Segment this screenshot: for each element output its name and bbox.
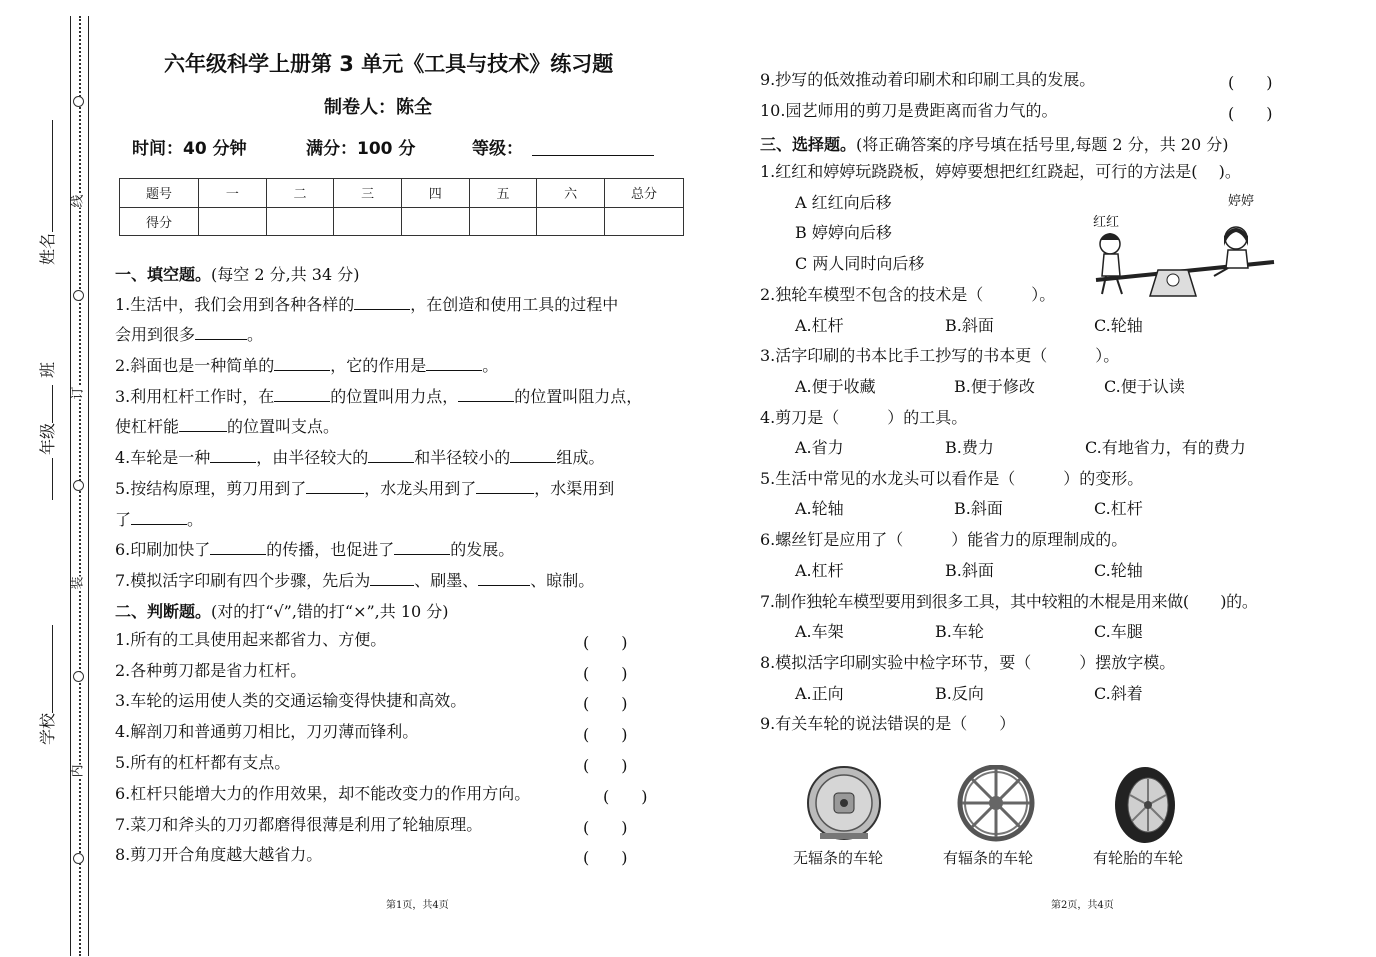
binding-char: 订 xyxy=(70,386,86,400)
choice-option[interactable]: B.便于修改 xyxy=(954,377,1035,396)
binding-hole xyxy=(73,290,84,301)
section-2-heading xyxy=(115,599,449,622)
choice-option[interactable]: C.便于认读 xyxy=(1104,377,1185,396)
grade-blank[interactable] xyxy=(532,155,654,156)
text: 6.印刷加快了 xyxy=(115,540,211,559)
text: ，在创造和使用工具的过程中 xyxy=(410,295,619,314)
choice-option[interactable]: A.轮轴 xyxy=(795,499,844,518)
choice-question: 5.生活中常见的水龙头可以看作是（ ）的变形。 xyxy=(760,469,1144,488)
score-cell[interactable] xyxy=(334,207,402,236)
table-cell: 总分 xyxy=(605,179,684,208)
choice-option[interactable]: B 婷婷向后移 xyxy=(795,223,892,242)
table-cell: 六 xyxy=(537,179,605,208)
section-title: 三、选择题。 xyxy=(760,135,857,154)
answer-paren[interactable]: ( ) xyxy=(583,818,628,837)
answer-blank[interactable] xyxy=(131,508,187,525)
text: 2.斜面也是一种简单的 xyxy=(115,356,275,375)
choice-option[interactable]: C.杠杆 xyxy=(1094,499,1143,518)
text: 、晾制。 xyxy=(530,571,595,590)
text: 组成。 xyxy=(556,448,605,467)
text: 的位置叫用力点， xyxy=(330,387,459,406)
seesaw-label-tingting: 婷婷 xyxy=(1228,194,1255,209)
fill-question xyxy=(115,323,263,345)
answer-blank[interactable] xyxy=(210,538,266,555)
text: 4.车轮是一种 xyxy=(115,448,211,467)
score-cell[interactable] xyxy=(401,207,469,236)
judge-question: 10.园艺师用的剪刀是费距离而省力气的。 xyxy=(760,101,1058,120)
binding-hole xyxy=(73,96,84,107)
score-cell[interactable] xyxy=(469,207,537,236)
binding-hole xyxy=(73,671,84,682)
seesaw-illustration xyxy=(1088,210,1276,300)
choice-option[interactable]: A.正向 xyxy=(795,684,844,703)
table-cell: 二 xyxy=(266,179,334,208)
binding-char: 线 xyxy=(70,194,86,208)
table-cell: 四 xyxy=(401,179,469,208)
table-cell: 题号 xyxy=(120,179,199,208)
judge-question: 4.解剖刀和普通剪刀相比，刀刃薄而锋利。 xyxy=(115,722,419,741)
answer-blank[interactable] xyxy=(458,385,514,402)
section-note: (对的打“√”,错的打“×”,共 10 分) xyxy=(211,602,449,621)
answer-blank[interactable] xyxy=(210,446,256,463)
choice-option[interactable]: C.斜着 xyxy=(1094,684,1143,703)
text: 使杠杆能 xyxy=(115,417,180,436)
answer-blank[interactable] xyxy=(476,477,534,494)
text: 的发展。 xyxy=(450,540,515,559)
answer-blank[interactable] xyxy=(195,323,247,340)
fill-question xyxy=(115,293,618,315)
answer-blank[interactable] xyxy=(306,477,364,494)
choice-option[interactable]: C.有地省力，有的费力 xyxy=(1085,438,1246,457)
fill-question xyxy=(115,569,594,591)
text: ，它的作用是 xyxy=(330,356,427,375)
text: 会用到很多 xyxy=(115,325,196,344)
text: ，水渠用到 xyxy=(534,479,615,498)
answer-blank[interactable] xyxy=(179,415,227,432)
answer-paren[interactable]: ( ) xyxy=(583,694,628,713)
judge-question: 1.所有的工具使用起来都省力、方便。 xyxy=(115,630,387,649)
seesaw-label-honghong: 红红 xyxy=(1093,215,1120,230)
choice-option[interactable]: C.轮轴 xyxy=(1094,316,1143,335)
text: 的位置叫阻力点， xyxy=(514,387,643,406)
text: 了 xyxy=(115,510,132,529)
page-footer: 第2页，共4页 xyxy=(1051,900,1114,911)
wheel-caption: 有辐条的车轮 xyxy=(943,849,1034,867)
choice-question: 2.独轮车模型不包含的技术是（ ）。 xyxy=(760,285,1056,304)
binding-char: 装 xyxy=(70,576,86,590)
score-table xyxy=(119,178,684,236)
choice-question: 7.制作独轮车模型要用到很多工具，其中较粗的木棍是用来做( )的。 xyxy=(760,592,1258,611)
school-label: 学校 xyxy=(38,712,57,745)
wheel-caption: 有轮胎的车轮 xyxy=(1093,849,1184,867)
section-title: 一、填空题。 xyxy=(115,265,212,284)
section-note: (每空 2 分,共 34 分) xyxy=(211,265,360,284)
section-3-heading xyxy=(760,132,1228,155)
spokeless-wheel-image[interactable] xyxy=(804,765,884,843)
choice-option[interactable]: C 两人同时向后移 xyxy=(795,254,925,273)
choice-question: 9.有关车轮的说法错误的是（ ） xyxy=(760,714,1016,733)
text: 7.模拟活字印刷有四个步骤，先后为 xyxy=(115,571,371,590)
text: 1.生活中，我们会用到各种各样的 xyxy=(115,295,355,314)
choice-option[interactable]: C.轮轴 xyxy=(1094,561,1143,580)
choice-option[interactable]: B.斜面 xyxy=(945,316,994,335)
answer-blank[interactable] xyxy=(510,446,556,463)
judge-question: 2.各种剪刀都是省力杠杆。 xyxy=(115,661,307,680)
score-table-score-row xyxy=(120,207,684,236)
answer-blank[interactable] xyxy=(354,293,410,310)
judge-question: 8.剪刀开合角度越大越省力。 xyxy=(115,845,323,864)
grade-field-line[interactable] xyxy=(52,458,53,500)
fill-question xyxy=(115,354,498,376)
class-label: 班 xyxy=(38,361,57,378)
text: ，水龙头用到了 xyxy=(364,479,477,498)
binding-char: 内 xyxy=(70,764,86,778)
binding-edge-left xyxy=(70,16,71,956)
fill-question xyxy=(115,508,203,530)
binding-hole xyxy=(73,480,84,491)
choice-question: 3.活字印刷的书本比手工抄写的书本更（ ）。 xyxy=(760,346,1120,365)
answer-blank[interactable] xyxy=(370,569,414,586)
fill-question xyxy=(115,477,614,499)
section-1-heading xyxy=(115,262,359,285)
choice-option[interactable]: B.车轮 xyxy=(935,622,984,641)
answer-blank[interactable] xyxy=(394,538,450,555)
judge-question: 5.所有的杠杆都有支点。 xyxy=(115,753,291,772)
time-info: 时间：40 分钟 xyxy=(132,139,247,159)
answer-paren[interactable]: ( ) xyxy=(583,633,628,652)
choice-option[interactable]: A.省力 xyxy=(795,438,844,457)
spoked-wheel-image[interactable] xyxy=(956,765,1036,843)
text: 5.按结构原理，剪刀用到了 xyxy=(115,479,307,498)
choice-option[interactable]: B.费力 xyxy=(945,438,994,457)
text: 和半径较小的 xyxy=(414,448,511,467)
score-cell[interactable] xyxy=(199,207,267,236)
answer-blank[interactable] xyxy=(478,569,530,586)
name-label: 姓名 xyxy=(38,232,57,265)
answer-paren[interactable]: ( ) xyxy=(583,756,628,775)
text: 。 xyxy=(482,356,499,375)
binding-edge-right xyxy=(88,16,89,956)
table-cell: 五 xyxy=(469,179,537,208)
text: 、刷墨、 xyxy=(414,571,479,590)
fill-question xyxy=(115,415,339,437)
school-field-line[interactable] xyxy=(52,625,53,713)
binding-margin xyxy=(70,16,90,956)
choice-option[interactable]: B.反向 xyxy=(935,684,984,703)
judge-question: 9.抄写的低效推动着印刷术和印刷工具的发展。 xyxy=(760,70,1096,89)
choice-option[interactable]: A.杠杆 xyxy=(795,561,844,580)
grade-label: 年级 xyxy=(38,422,57,455)
answer-paren[interactable]: ( ) xyxy=(603,787,648,806)
fill-question xyxy=(115,385,642,407)
text: ，由半径较大的 xyxy=(256,448,369,467)
choice-option[interactable]: A 红红向后移 xyxy=(795,193,892,212)
answer-blank[interactable] xyxy=(274,385,330,402)
answer-paren[interactable]: ( ) xyxy=(1228,104,1273,123)
choice-option[interactable]: C.车腿 xyxy=(1094,622,1143,641)
choice-option[interactable]: A.便于收藏 xyxy=(795,377,876,396)
answer-blank[interactable] xyxy=(426,354,482,371)
answer-paren[interactable]: ( ) xyxy=(583,664,628,683)
table-cell: 一 xyxy=(199,179,267,208)
tire-wheel-image[interactable] xyxy=(1110,765,1180,845)
section-note: (将正确答案的序号填在括号里,每题 2 分，共 20 分) xyxy=(856,135,1229,154)
score-cell[interactable] xyxy=(605,207,684,236)
grade-info: 等级： xyxy=(472,139,523,159)
choice-option[interactable]: B.斜面 xyxy=(945,561,994,580)
class-field-line[interactable] xyxy=(52,385,53,423)
text: 。 xyxy=(247,325,264,344)
page-title: 六年级科学上册第 3 单元《工具与技术》练习题 xyxy=(164,52,614,76)
answer-paren[interactable]: ( ) xyxy=(583,848,628,867)
judge-question: 3.车轮的运用使人类的交通运输变得快捷和高效。 xyxy=(115,691,467,710)
binding-hole xyxy=(73,853,84,864)
judge-question: 6.杠杆只能增大力的作用效果，却不能改变力的作用方向。 xyxy=(115,784,531,803)
choice-option[interactable]: A.杠杆 xyxy=(795,316,844,335)
choice-option[interactable]: B.斜面 xyxy=(954,499,1003,518)
score-cell[interactable] xyxy=(537,207,605,236)
score-cell[interactable] xyxy=(266,207,334,236)
table-cell: 三 xyxy=(334,179,402,208)
fill-question xyxy=(115,538,514,560)
answer-blank[interactable] xyxy=(274,354,330,371)
full-score-info: 满分：100 分 xyxy=(306,139,416,159)
choice-question: 6.螺丝钉是应用了（ ）能省力的原理制成的。 xyxy=(760,530,1128,549)
wheel-caption: 无辐条的车轮 xyxy=(793,849,884,867)
choice-question: 4.剪刀是（ ）的工具。 xyxy=(760,408,968,427)
answer-paren[interactable]: ( ) xyxy=(1228,73,1273,92)
choice-question: 8.模拟活字印刷实验中检字环节，要（ ）摆放字模。 xyxy=(760,653,1176,672)
page-footer: 第1页，共4页 xyxy=(386,900,449,911)
answer-blank[interactable] xyxy=(368,446,414,463)
choice-option[interactable]: A.车架 xyxy=(795,622,844,641)
score-table-header-row xyxy=(120,179,684,208)
text: 的传播，也促进了 xyxy=(266,540,395,559)
text: 。 xyxy=(187,510,204,529)
judge-question: 7.菜刀和斧头的刀刃都磨得很薄是利用了轮轴原理。 xyxy=(115,815,483,834)
text: 3.利用杠杆工作时，在 xyxy=(115,387,275,406)
author: 制卷人：陈全 xyxy=(324,97,432,118)
section-title: 二、判断题。 xyxy=(115,602,212,621)
fill-question xyxy=(115,446,604,468)
choice-question: 1.红红和婷婷玩跷跷板，婷婷要想把红红跷起，可行的方法是( )。 xyxy=(760,162,1241,181)
text: 的位置叫支点。 xyxy=(227,417,340,436)
answer-paren[interactable]: ( ) xyxy=(583,725,628,744)
table-cell: 得分 xyxy=(120,207,199,236)
name-field-line[interactable] xyxy=(52,120,53,232)
